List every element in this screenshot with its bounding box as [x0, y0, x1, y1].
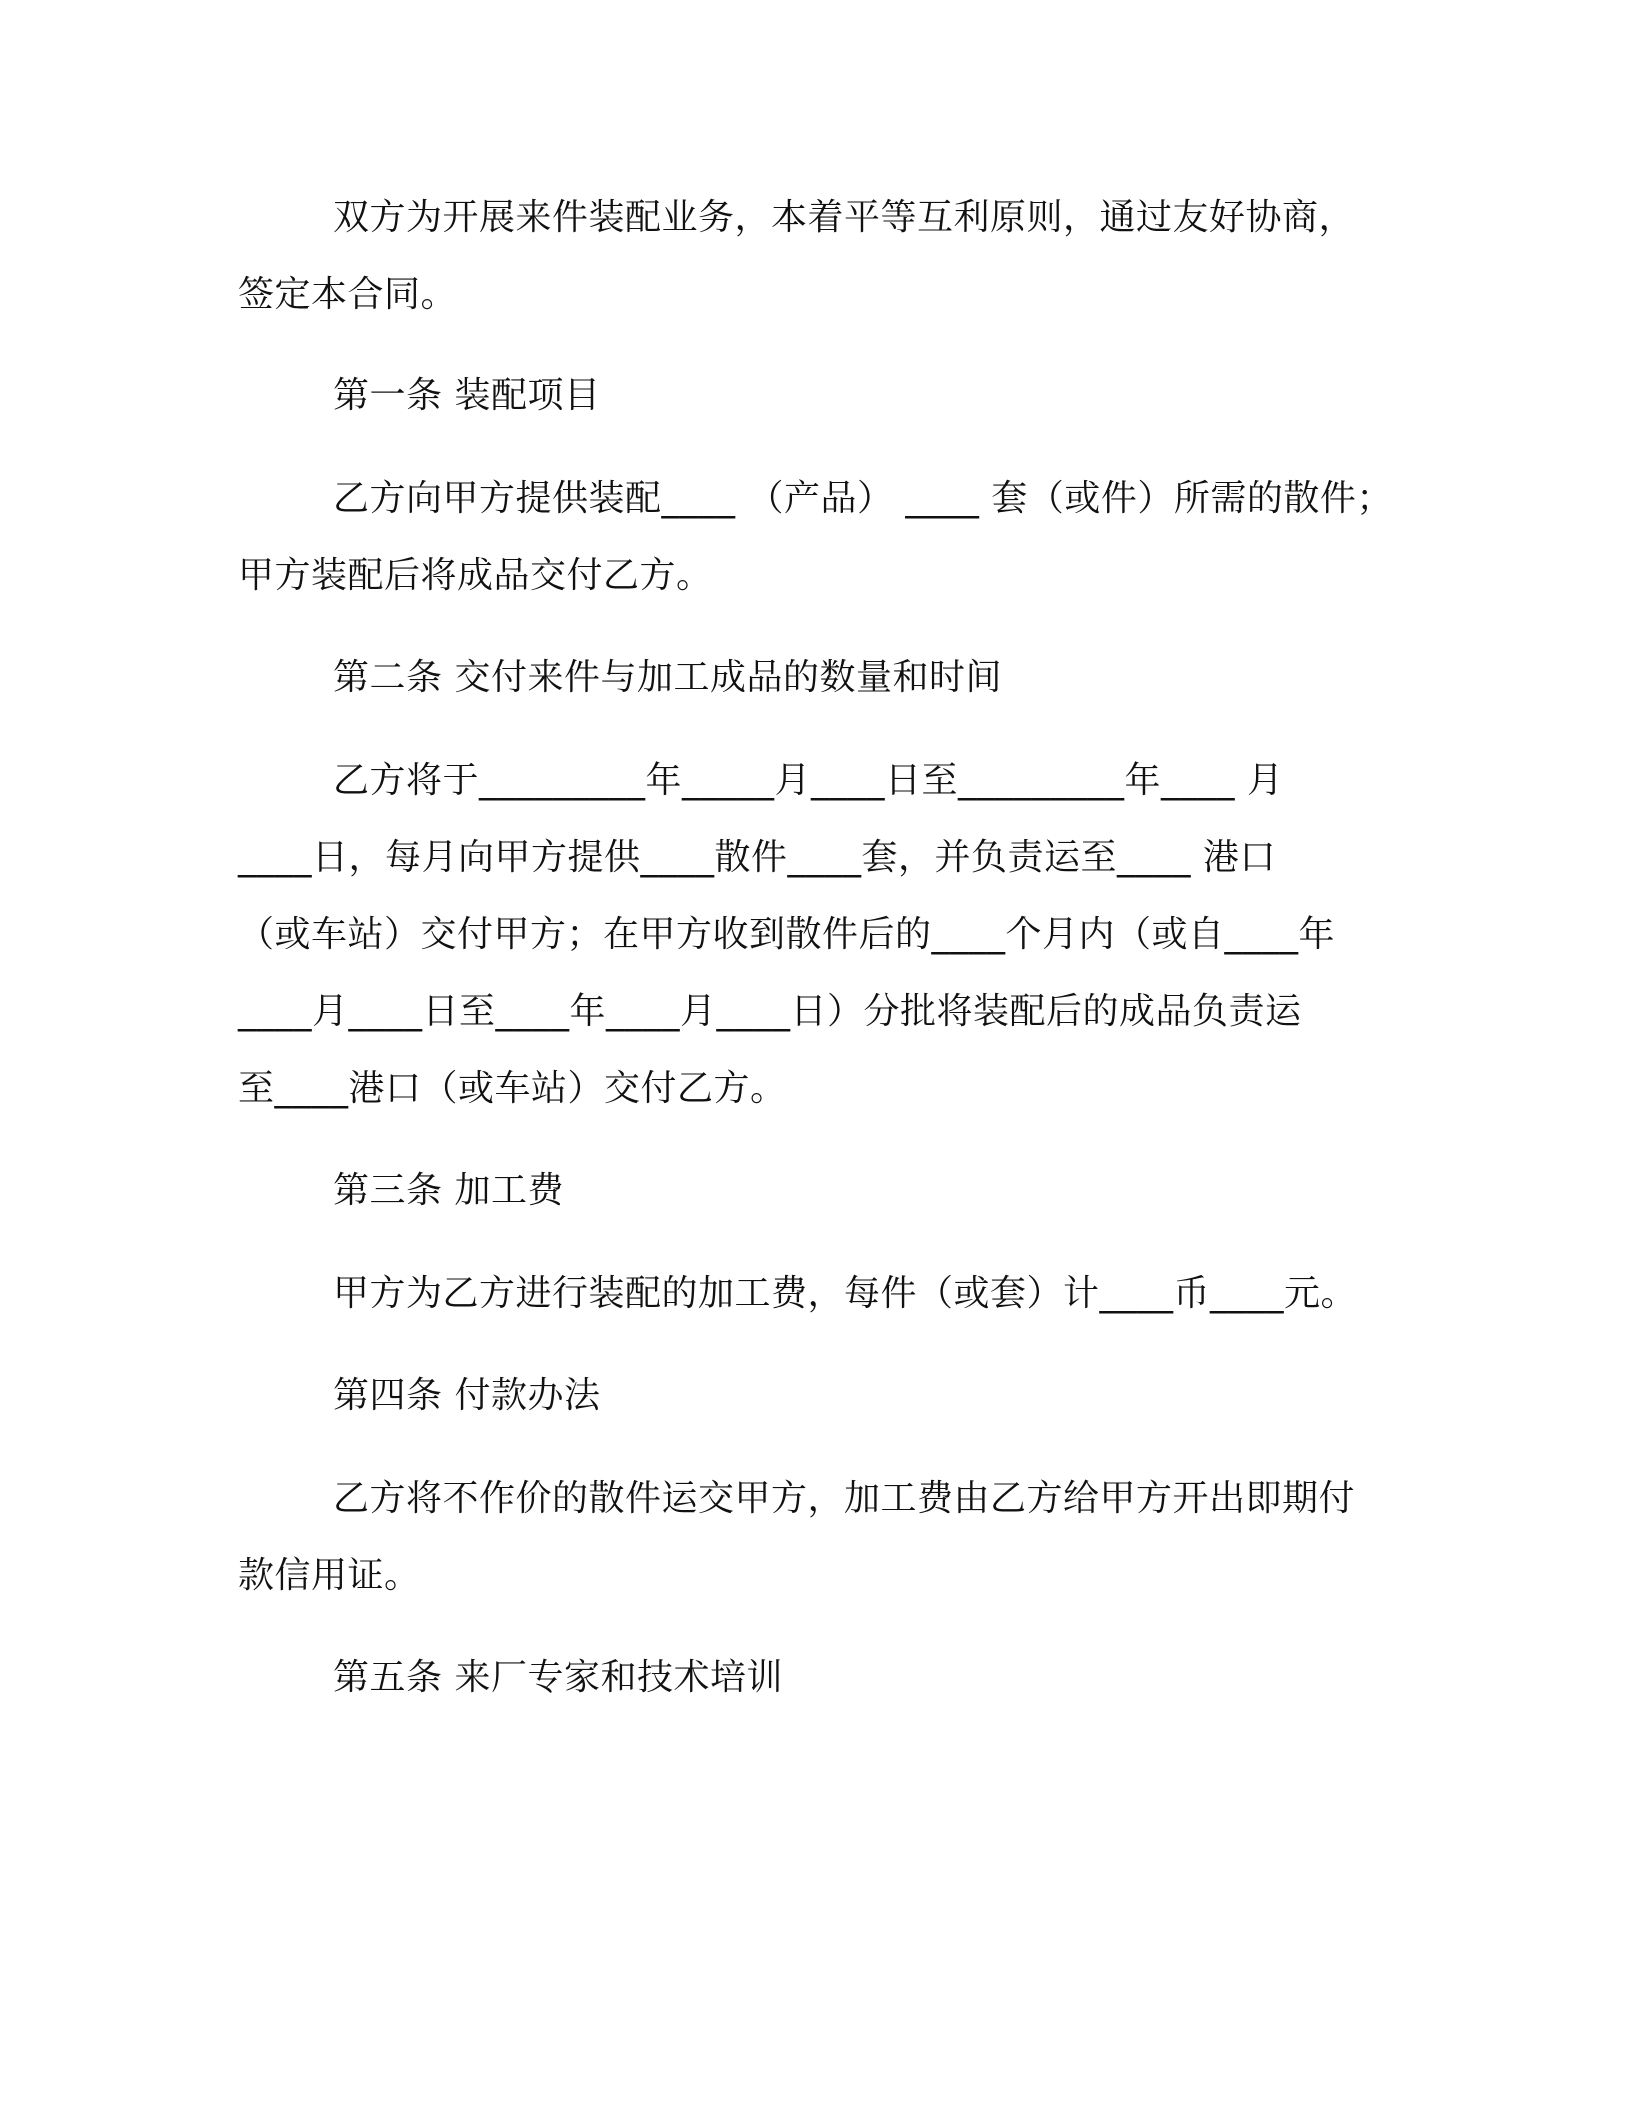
article-2-heading: 第二条 交付来件与加工成品的数量和时间: [333, 657, 1002, 698]
article-3-heading: 第三条 加工费: [333, 1170, 564, 1211]
article-4-heading: 第四条 付款办法: [333, 1375, 601, 1416]
article-1-paragraph-line-2: 甲方装配后将成品交付乙方。: [238, 555, 713, 596]
intro-paragraph-line-2: 签定本合同。: [238, 274, 458, 315]
article-4-paragraph-line-2: 款信用证。: [238, 1555, 421, 1596]
article-2-paragraph-line-2: ____日，每月向甲方提供____散件____套，并负责运至____ 港口: [238, 837, 1276, 878]
intro-paragraph-line-1: 双方为开展来件装配业务，本着平等互利原则，通过友好协商，: [333, 197, 1356, 238]
article-2-paragraph-line-3: （或车站）交付甲方；在甲方收到散件后的____个月内（或自____年: [238, 914, 1336, 955]
article-2-paragraph-line-1: 乙方将于_________年_____月____日至_________年____ 月: [333, 760, 1284, 801]
article-1-paragraph-line-1: 乙方向甲方提供装配____ （产品） ____ 套（或件）所需的散件；: [333, 478, 1393, 519]
article-2-paragraph-line-4: ____月____日至____年____月____日）分批将装配后的成品负责运: [238, 991, 1302, 1032]
article-2-paragraph-line-5: 至____港口（或车站）交付乙方。: [238, 1068, 787, 1109]
article-5-heading: 第五条 来厂专家和技术培训: [333, 1657, 783, 1698]
article-1-heading: 第一条 装配项目: [333, 375, 601, 416]
article-3-paragraph: 甲方为乙方进行装配的加工费，每件（或套）计____币____元。: [333, 1273, 1358, 1314]
article-4-paragraph-line-1: 乙方将不作价的散件运交甲方，加工费由乙方给甲方开出即期付: [333, 1478, 1356, 1519]
